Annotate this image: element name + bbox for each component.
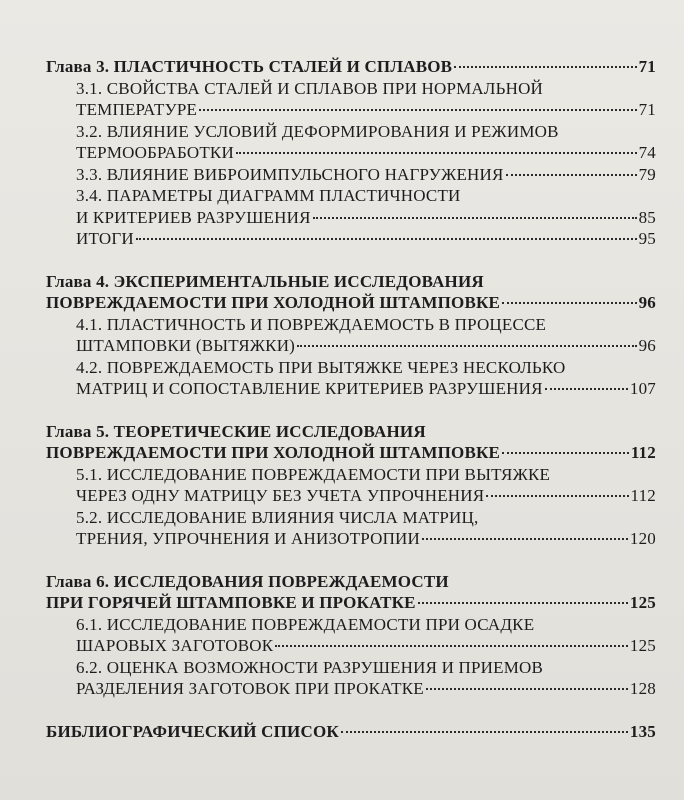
toc-entry-text: 3.2. ВЛИЯНИЕ УСЛОВИЙ ДЕФОРМИРОВАНИЯ И РЕЖИМОВ bbox=[76, 121, 559, 141]
toc-entry-text: 6.2. ОЦЕНКА ВОЗМОЖНОСТИ РАЗРУШЕНИЯ И ПРИЕМОВ bbox=[76, 657, 544, 677]
toc-entry-text: 5.2. ИССЛЕДОВАНИЕ ВЛИЯНИЯ ЧИСЛА МАТРИЦ, bbox=[76, 507, 479, 527]
toc-chapter bbox=[46, 56, 656, 250]
toc-entry-text: ЧЕРЕЗ ОДНУ МАТРИЦУ БЕЗ УЧЕТА УПРОЧНЕНИЯ bbox=[76, 486, 485, 505]
toc-entry-text: ТЕМПЕРАТУРЕ bbox=[76, 100, 198, 119]
toc-entry-line bbox=[46, 378, 656, 400]
toc-entry-line bbox=[46, 464, 656, 486]
page-number: 85 bbox=[638, 207, 656, 227]
toc-entry-line bbox=[46, 614, 656, 636]
chapter-title-line bbox=[46, 571, 656, 593]
dot-leader bbox=[418, 602, 628, 604]
dot-leader bbox=[545, 388, 628, 390]
chapter-title-line bbox=[46, 592, 656, 614]
dot-leader bbox=[297, 345, 637, 347]
chapter-title-text: ПОВРЕЖДАЕМОСТИ ПРИ ХОЛОДНОЙ ШТАМПОВКЕ bbox=[46, 293, 501, 312]
toc-entry-line bbox=[46, 657, 656, 679]
toc-entry-line bbox=[46, 678, 656, 700]
chapter-title-text: Глава 3. ПЛАСТИЧНОСТЬ СТАЛЕЙ И СПЛАВОВ bbox=[46, 57, 453, 76]
chapter-title-text: ПОВРЕЖДАЕМОСТИ ПРИ ХОЛОДНОЙ ШТАМПОВКЕ bbox=[46, 443, 501, 462]
dot-leader bbox=[506, 174, 637, 176]
dot-leader bbox=[136, 238, 637, 240]
toc-entry-text: РАЗДЕЛЕНИЯ ЗАГОТОВОК ПРИ ПРОКАТКЕ bbox=[76, 679, 424, 698]
chapter-title-text: Глава 4. ЭКСПЕРИМЕНТАЛЬНЫЕ ИССЛЕДОВАНИЯ bbox=[46, 271, 484, 291]
toc-entry-text: 3.4. ПАРАМЕТРЫ ДИАГРАММ ПЛАСТИЧНОСТИ bbox=[76, 186, 461, 205]
toc-entry-text: 3.3. ВЛИЯНИЕ ВИБРОИМПУЛЬСНОГО НАГРУЖЕНИЯ bbox=[76, 164, 504, 184]
toc-entry-line bbox=[46, 78, 656, 100]
toc-entry-text: ТРЕНИЯ, УПРОЧНЕНИЯ И АНИЗОТРОПИИ bbox=[76, 529, 421, 548]
chapter-title-text: Глава 6. ИССЛЕДОВАНИЯ ПОВРЕЖДАЕМОСТИ bbox=[46, 571, 449, 591]
dot-leader bbox=[502, 302, 637, 304]
toc-entry-line bbox=[46, 314, 656, 336]
toc-entry-text: 6.1. ИССЛЕДОВАНИЕ ПОВРЕЖДАЕМОСТИ ПРИ ОСАДКЕ bbox=[76, 614, 535, 634]
dot-leader bbox=[454, 66, 636, 68]
toc-entry-line bbox=[46, 121, 656, 143]
dot-leader bbox=[422, 538, 628, 540]
page-number: 135 bbox=[629, 721, 656, 741]
toc-entry-line bbox=[46, 142, 656, 164]
chapter-title-line bbox=[46, 442, 656, 464]
toc-chapter bbox=[46, 721, 656, 743]
page-number: 112 bbox=[630, 443, 656, 462]
page-number: 96 bbox=[638, 293, 656, 312]
bleed-through-text bbox=[270, 38, 274, 56]
toc-entry-line bbox=[46, 485, 656, 507]
dot-leader bbox=[341, 731, 628, 733]
toc-entry-text: 4.1. ПЛАСТИЧНОСТЬ И ПОВРЕЖДАЕМОСТЬ В ПРОЦЕССЕ bbox=[76, 314, 547, 334]
toc-entry-line bbox=[46, 185, 656, 207]
toc-entry-text: ШАРОВЫХ ЗАГОТОВОК bbox=[76, 636, 274, 655]
table-of-contents bbox=[46, 56, 656, 763]
toc-entry-line bbox=[46, 228, 656, 250]
page-number: 128 bbox=[629, 679, 656, 698]
page-number: 95 bbox=[638, 229, 656, 248]
toc-entry-text: ШТАМПОВКИ (ВЫТЯЖКИ) bbox=[76, 336, 296, 355]
page-number: 74 bbox=[638, 143, 656, 162]
page-number: 125 bbox=[629, 636, 656, 655]
toc-entry-line bbox=[46, 528, 656, 550]
dot-leader bbox=[199, 109, 637, 111]
chapter-title-text: ПРИ ГОРЯЧЕЙ ШТАМПОВКЕ И ПРОКАТКЕ bbox=[46, 593, 416, 612]
toc-chapter bbox=[46, 571, 656, 700]
toc-entry-line bbox=[46, 99, 656, 121]
page-number: 79 bbox=[638, 164, 656, 184]
chapter-title-line bbox=[46, 56, 656, 78]
chapter-title-text: БИБЛИОГРАФИЧЕСКИЙ СПИСОК bbox=[46, 721, 339, 741]
page-number: 112 bbox=[630, 486, 656, 505]
toc-entry-text: ТЕРМООБРАБОТКИ bbox=[76, 143, 234, 162]
toc-entry-line bbox=[46, 507, 656, 529]
dot-leader bbox=[275, 645, 628, 647]
toc-chapter bbox=[46, 421, 656, 550]
toc-entry-line bbox=[46, 207, 656, 229]
dot-leader bbox=[313, 217, 637, 219]
chapter-title-line bbox=[46, 421, 656, 443]
toc-entry-text: ИТОГИ bbox=[76, 229, 134, 248]
toc-entry-line bbox=[46, 164, 656, 186]
page-number: 107 bbox=[629, 379, 656, 398]
toc-entry-text: 5.1. ИССЛЕДОВАНИЕ ПОВРЕЖДАЕМОСТИ ПРИ ВЫТЯЖКЕ bbox=[76, 464, 551, 484]
chapter-title-line bbox=[46, 271, 656, 293]
chapter-title-line bbox=[46, 721, 656, 743]
toc-entry-line bbox=[46, 357, 656, 379]
toc-entry-text: 3.1. СВОЙСТВА СТАЛЕЙ И СПЛАВОВ ПРИ НОРМАЛЬНОЙ bbox=[76, 78, 544, 98]
page-number: 71 bbox=[638, 100, 656, 119]
toc-entry-line bbox=[46, 335, 656, 357]
page-number: 71 bbox=[638, 57, 656, 76]
page-number: 125 bbox=[629, 593, 656, 612]
dot-leader bbox=[502, 452, 629, 454]
chapter-title-text: Глава 5. ТЕОРЕТИЧЕСКИЕ ИССЛЕДОВАНИЯ bbox=[46, 421, 426, 441]
dot-leader bbox=[486, 495, 628, 497]
toc-chapter bbox=[46, 271, 656, 400]
page-number: 96 bbox=[638, 336, 656, 355]
toc-entry-text: МАТРИЦ И СОПОСТАВЛЕНИЕ КРИТЕРИЕВ РАЗРУШЕНИЯ bbox=[76, 379, 543, 398]
dot-leader bbox=[426, 688, 628, 690]
toc-entry-line bbox=[46, 635, 656, 657]
toc-entry-text: 4.2. ПОВРЕЖДАЕМОСТЬ ПРИ ВЫТЯЖКЕ ЧЕРЕЗ НЕСКОЛЬКО bbox=[76, 357, 566, 377]
dot-leader bbox=[236, 152, 637, 154]
page-number: 120 bbox=[629, 529, 656, 548]
chapter-title-line bbox=[46, 292, 656, 314]
toc-entry-text: И КРИТЕРИЕВ РАЗРУШЕНИЯ bbox=[76, 207, 311, 227]
